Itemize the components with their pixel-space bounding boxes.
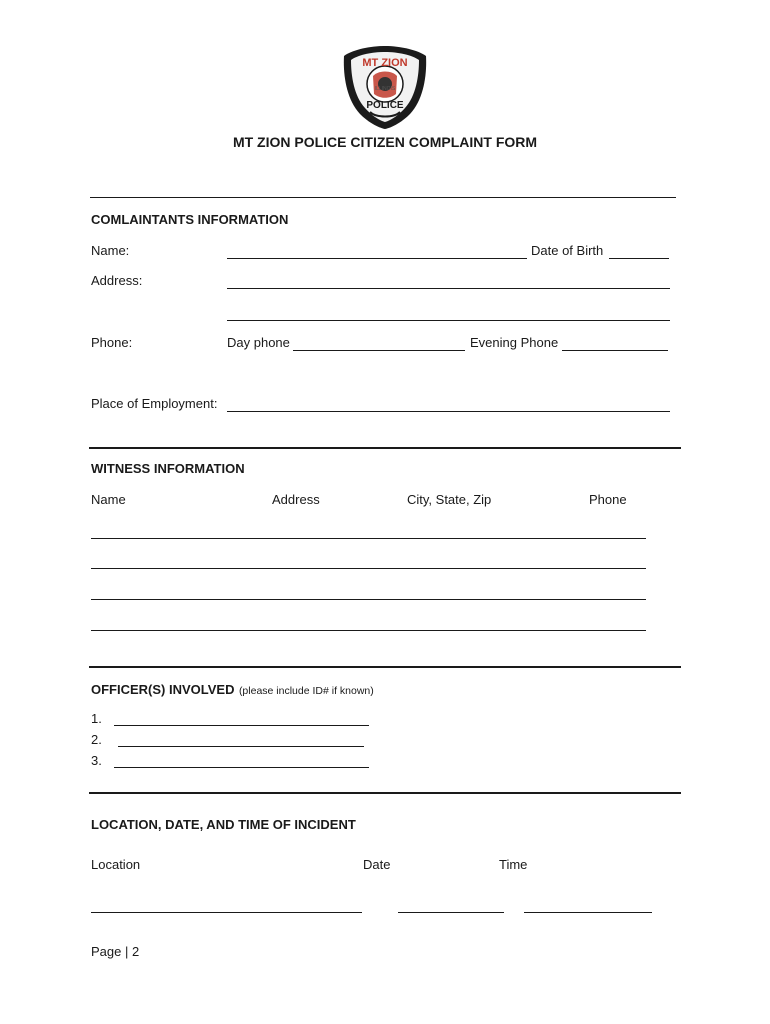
- witness-col-address: Address: [272, 492, 320, 507]
- officers-heading: OFFICER(S) INVOLVED: [91, 682, 235, 697]
- address-label: Address:: [91, 273, 143, 288]
- complainant-heading: COMLAINTANTS INFORMATION: [91, 212, 289, 227]
- section-divider-3: [89, 792, 681, 794]
- evening-phone-label: Evening Phone: [470, 335, 559, 350]
- witness-col-name: Name: [91, 492, 126, 507]
- badge-center-text: ILLINOIS: [374, 86, 396, 92]
- officer-item-number: 2.: [91, 732, 102, 747]
- date-field[interactable]: [398, 912, 504, 913]
- witness-heading: WITNESS INFORMATION: [91, 461, 245, 476]
- employment-field[interactable]: [227, 411, 670, 412]
- witness-row-line[interactable]: [91, 630, 646, 631]
- dob-label: Date of Birth: [531, 243, 604, 258]
- day-phone-field[interactable]: [293, 350, 465, 351]
- evening-phone-field[interactable]: [562, 350, 668, 351]
- address-field-line-2[interactable]: [227, 320, 670, 321]
- top-divider: [90, 197, 676, 198]
- name-label: Name:: [91, 243, 130, 258]
- location-field[interactable]: [91, 912, 362, 913]
- officers-note: (please include ID# if known): [238, 685, 374, 697]
- officer-1-field[interactable]: [114, 725, 369, 726]
- witness-row-line[interactable]: [91, 538, 646, 539]
- page-number: Page | 2: [91, 944, 140, 959]
- officer-item-number: 3.: [91, 753, 102, 768]
- officers-heading-row: [91, 681, 374, 699]
- officer-3-field[interactable]: [114, 767, 369, 768]
- incident-heading: LOCATION, DATE, AND TIME OF INCIDENT: [91, 817, 356, 832]
- witness-row-line[interactable]: [91, 599, 646, 600]
- address-field-line-1[interactable]: [227, 288, 670, 289]
- section-divider-2: [89, 666, 681, 668]
- police-badge-logo: [340, 44, 430, 130]
- witness-row-line[interactable]: [91, 568, 646, 569]
- section-divider-1: [89, 447, 681, 449]
- time-label: Time: [499, 857, 528, 872]
- day-phone-label: Day phone: [227, 335, 290, 350]
- location-label: Location: [91, 857, 141, 872]
- form-title: MT ZION POLICE CITIZEN COMPLAINT FORM: [232, 134, 538, 150]
- witness-col-phone: Phone: [589, 492, 627, 507]
- witness-col-city: City, State, Zip: [407, 492, 492, 507]
- phone-label: Phone:: [91, 335, 133, 350]
- officer-item-number: 1.: [91, 711, 102, 726]
- employment-label: Place of Employment:: [91, 396, 218, 411]
- time-field[interactable]: [524, 912, 652, 913]
- badge-top-text: MT ZION: [362, 57, 408, 69]
- officer-2-field[interactable]: [118, 746, 364, 747]
- badge-bottom-text: POLICE: [366, 100, 404, 111]
- dob-field[interactable]: [609, 258, 669, 259]
- date-label: Date: [363, 857, 391, 872]
- name-field[interactable]: [227, 258, 527, 259]
